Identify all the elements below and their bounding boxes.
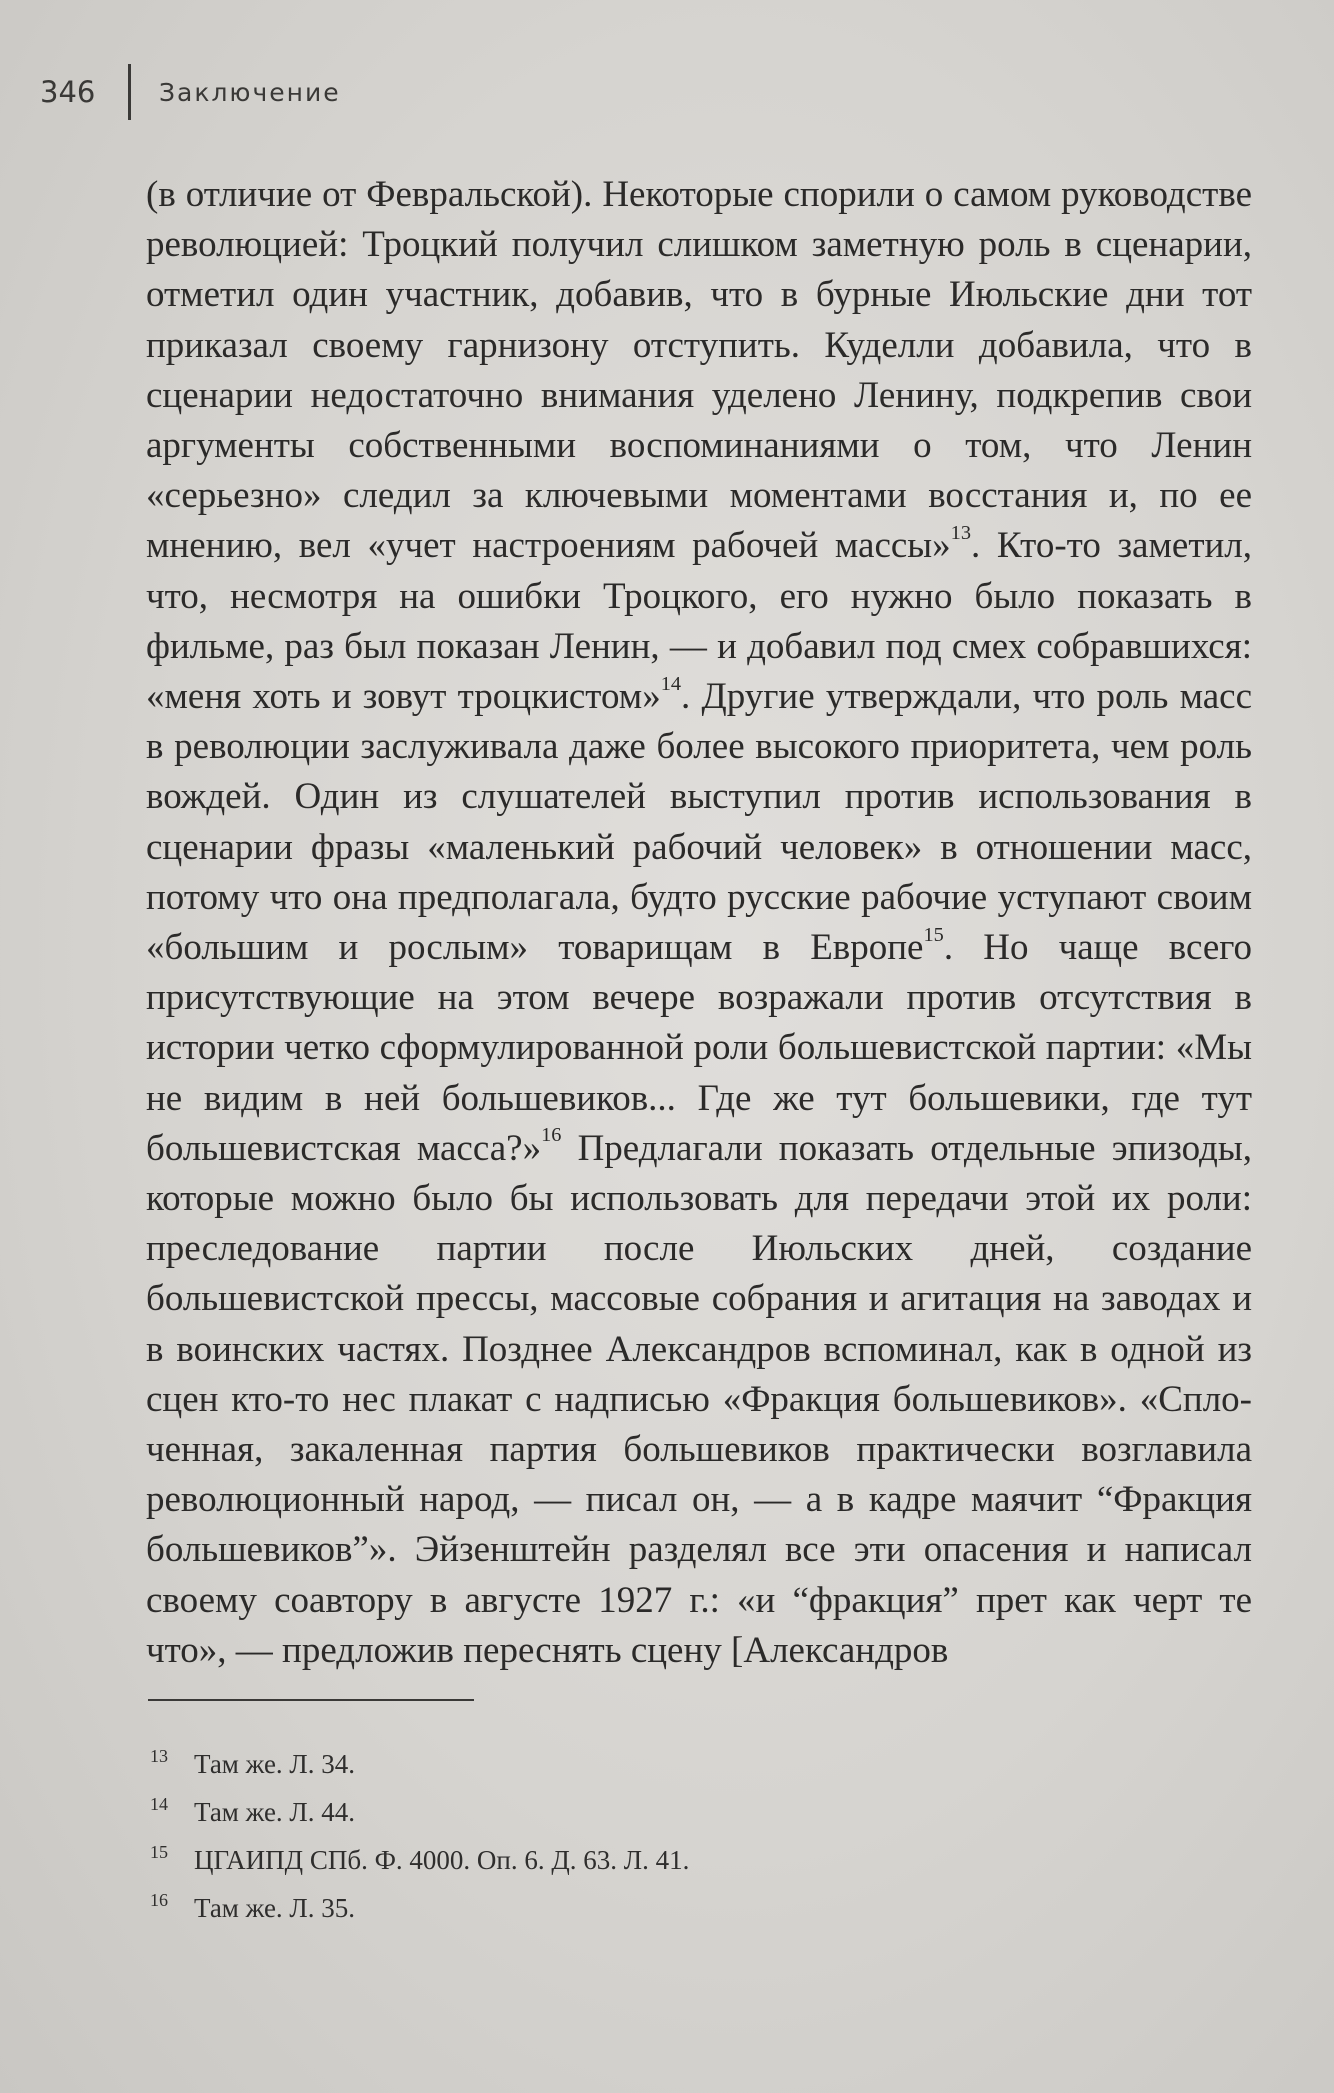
body-segment: . Другие утверждали, что роль масс в революции заслуживала даже более высокого приоритета, чем роль вождей. Один из слушателей выступил против использования в сценарии фразы «маленький рабочий человек» в отношении масс, потому что она предполагала, будто русские рабочие уступают своим «большим и рослым» товарищам в Европе — [146, 676, 1253, 969]
body-segment: . Кто-то заметил, что, несмотря на ошибки Троцкого, его нужно было показать в фильме, раз был показан Ленин, — и добавил под смех собравшихся: «меня хоть и зовут троцкистом» — [146, 525, 1252, 718]
footnote — [150, 1884, 1150, 1932]
footnote — [150, 1836, 1150, 1884]
footnote-ref: 16 — [541, 1124, 562, 1147]
page-number: 346 — [40, 75, 96, 109]
footnote-ref: 14 — [660, 672, 682, 695]
header-divider — [128, 64, 131, 120]
footnote-number: 13 — [150, 1746, 168, 1766]
body-text — [146, 170, 1252, 1676]
body-segment: (в отличие от Февральской). Некоторые спорили о самом руководстве революцией: Троцкий получил слишком заметную роль в сценарии, отметил один участник, добавив, что в бурные Июльские дни тот приказал своему гарнизону отступить. Куделли добавила, что в сценарии недостаточно внимания уделено Ленину, подкрепив свои аргументы собственными воспоминаниями о том, что Ленин «серьезно» следил за ключевыми моментами восстания и, по ее мнению, вел «учет настроениям рабочей массы» — [146, 174, 1252, 567]
footnote — [150, 1740, 1150, 1788]
footnote-number: 14 — [150, 1794, 168, 1814]
footnote-number: 15 — [150, 1842, 168, 1862]
footnote-ref: 15 — [923, 923, 944, 946]
footnote-text: Там же. Л. 44. — [194, 1797, 355, 1827]
footnotes — [150, 1740, 1150, 1932]
footnote-number: 16 — [150, 1890, 168, 1910]
body-segment: Предлагали показать отдельные эпизоды, которые можно было бы использовать для передачи этой их роли: преследование партии после Июльских дней, создание большевистской прессы, массовые собрания и агитация на заводах и в воинских частях. Позднее Александров вспоминал, как в одной из сцен кто-то нес плакат с надписью «Фракция большевиков». «Сплоченная, закаленная партия большевиков практически возглавила революционный народ, — писал он, — а в кадре маячит “Фракция большевиков”». Эйзенштейн разделял все эти опасения и написал своему соавтору в августе 1927 г.: «и “фракция” прет как черт те что», — предложив переснять сцену [Александров — [146, 1127, 1252, 1671]
footnote-separator — [148, 1699, 474, 1701]
body-segment: . Но чаще всего присутствующие на этом вечере возражали против отсутствия в истории четко сформулированной роли большевистской партии: «Мы не видим в ней большевиков... Где же тут большевики, где тут большевистская масса?» — [146, 927, 1252, 1169]
footnote-text: Там же. Л. 34. — [194, 1749, 355, 1779]
footnote — [150, 1788, 1150, 1836]
footnote-text: Там же. Л. 35. — [194, 1893, 355, 1923]
footnote-ref: 13 — [950, 522, 971, 545]
running-head: Заключение — [159, 77, 341, 107]
page-header — [40, 62, 341, 122]
footnote-text: ЦГАИПД СПб. Ф. 4000. Оп. 6. Д. 63. Л. 41. — [194, 1845, 690, 1875]
